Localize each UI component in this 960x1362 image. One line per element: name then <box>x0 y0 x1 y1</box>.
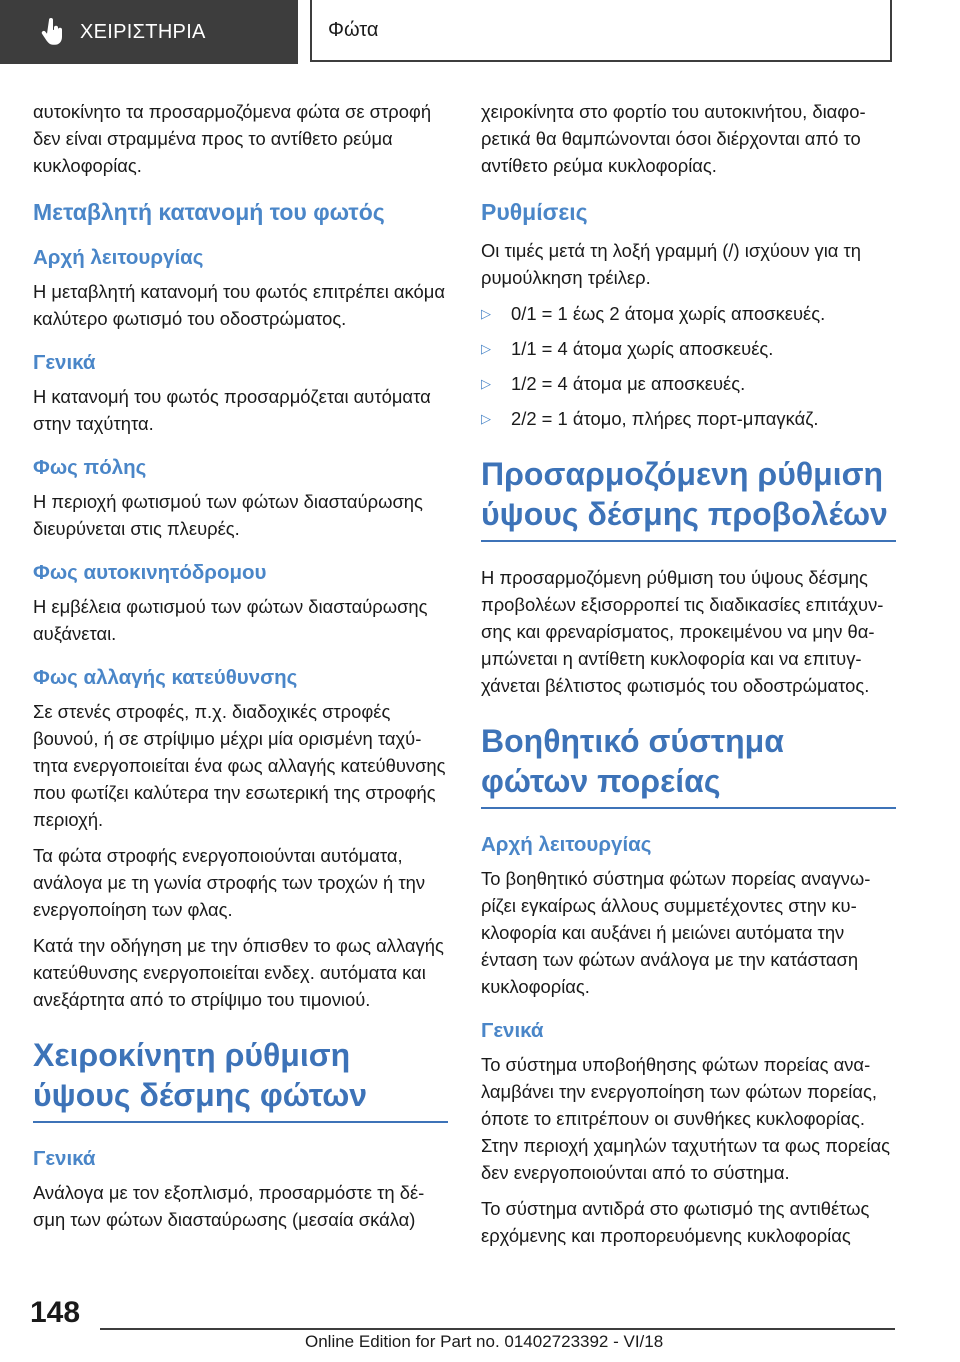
list-item: ▷ 2/2 = 1 άτομο, πλήρες πορτ-μπαγκάζ. <box>481 405 896 432</box>
hand-pointer-icon <box>40 18 66 46</box>
paragraph: Η κατανομή του φωτός προσαρμόζεται αυτόματα στην ταχύτητα. <box>33 386 431 434</box>
heading-settings: Ρυθμίσεις <box>481 199 588 225</box>
section-title: Φώτα <box>328 18 379 41</box>
heading-high-beam-assistant: Βοηθητικό σύστημα φώτων πορείας <box>481 721 896 809</box>
paragraph: Το σύστημα αντιδρά στο φωτισμό της αντιθέτως ερχόμενης και προπορευόμενης κυκλοφορίας <box>481 1198 870 1246</box>
list-item: ▷ 1/1 = 4 άτομα χωρίς αποσκευές. <box>481 335 896 362</box>
triangle-bullet-icon: ▷ <box>481 341 491 356</box>
triangle-bullet-icon: ▷ <box>481 411 491 426</box>
section-header <box>310 0 892 62</box>
paragraph: Ανάλογα με τον εξοπλισμό, προσαρμόστε τη δέσμη των φώτων διασταύρωσης (μεσαία σκάλα) <box>33 1182 425 1230</box>
page-number: 148 <box>30 1296 81 1329</box>
paragraph: Η μεταβλητή κατανομή του φωτός επιτρέπει ακόμα καλύτερο φωτισμό του οδοστρώματος. <box>33 281 445 329</box>
paragraph: Τα φώτα στροφής ενεργοποιούνται αυτόματα, ανάλογα με τη γωνία στροφής των τροχών ή την ενεργοποίηση των φλας. <box>33 845 426 920</box>
heading-manual-headlight-range: Χειροκίνητη ρύθμιση ύψους δέσμης φώτων <box>33 1035 448 1123</box>
paragraph: χειροκίνητα στο φορτίο του αυτοκινήτου, διαφορετικά θα θαμπώνονται όσοι διέρχονται από το αντίθετο ρεύμα κυκλοφορίας. <box>481 101 866 176</box>
chapter-title: ΧΕΙΡΙΣΤΗΡΙΑ <box>80 20 206 43</box>
paragraph: Το σύστημα υποβοήθησης φώτων πορείας αναλαμβάνει την ενεργοποίηση των φώτων πορείας, όποτε το επιτρέπουν οι συνθήκες κυκλοφορίας. Στην περιοχή χαμηλών ταχυτήτων τα φως πορείας δεν ενεργοποιούνται από το σύστημα. <box>481 1054 891 1183</box>
footer-edition: Online Edition for Part no. 01402723392 - VI/18 <box>305 1332 664 1351</box>
heading-general: Γενικά <box>481 1019 544 1042</box>
right-column <box>481 98 896 1258</box>
paragraph: Η προσαρμοζόμενη ρύθμιση του ύψους δέσμης προβολέων εξισορροπεί τις διαδικασίες επιτάχυνσης και φρεναρίσματος, προκειμένου να μην θαμπώνεται η αντίθετη κυκλοφορία και να επιτυγχάνεται βέλτιστος φωτισμός του οδοστρώματος. <box>481 567 884 696</box>
heading-highway-light: Φως αυτοκινητόδρομου <box>33 561 267 584</box>
triangle-bullet-icon: ▷ <box>481 376 491 391</box>
paragraph: Η περιοχή φωτισμού των φώτων διασταύρωσης διευρύνεται στις πλευρές. <box>33 491 423 539</box>
heading-general: Γενικά <box>33 351 96 374</box>
paragraph: Το βοηθητικό σύστημα φώτων πορείας αναγνωρίζει εγκαίρως άλλους συμμετέχοντες στην κυκλοφορία και αυξάνει ή μειώνει αυτόματα την ένταση των φώτων ανάλογα με την κατάσταση κυκλοφορίας. <box>481 868 871 997</box>
heading-general: Γενικά <box>33 1147 96 1170</box>
heading-principle: Αρχή λειτουργίας <box>33 246 204 269</box>
heading-principle: Αρχή λειτουργίας <box>481 833 652 856</box>
list-item: ▷ 1/2 = 4 άτομα με αποσκευές. <box>481 370 896 397</box>
triangle-bullet-icon: ▷ <box>481 306 491 321</box>
paragraph: αυτοκίνητο τα προσαρμοζόμενα φώτα σε στροφή δεν είναι στραμμένα προς το αντίθετο ρεύμα κυκλοφορίας. <box>33 101 432 176</box>
paragraph: Κατά την οδήγηση με την όπισθεν το φως αλλαγής κατεύθυνσης ενεργοποιείται ενδεχ. αυτόματα και ανεξάρτητα από το στρίψιμο του τιμονιού. <box>33 935 444 1010</box>
heading-variable-light: Μεταβλητή κατανομή του φωτός <box>33 199 385 225</box>
list-item: ▷ 0/1 = 1 έως 2 άτομα χωρίς αποσκευές. <box>481 300 896 327</box>
footer-divider <box>100 1328 895 1330</box>
paragraph: Η εμβέλεια φωτισμού των φώτων διασταύρωσης αυξάνεται. <box>33 596 428 644</box>
heading-adaptive-headlight-range: Προσαρμοζόμενη ρύθμιση ύψους δέσμης προβολέων <box>481 454 896 542</box>
paragraph: Οι τιμές μετά τη λοξή γραμμή (/) ισχύουν για τη ρυμούλκηση τρέιλερ. <box>481 240 862 288</box>
left-column <box>33 98 448 1242</box>
paragraph: Σε στενές στροφές, π.χ. διαδοχικές στροφές βουνού, ή σε στρίψιμο μέχρι μία ορισμένη ταχύτητα ενεργοποιείται ένα φως αλλαγής κατεύθυνσης που φωτίζει καλύτερα την εσωτερική της στροφής περιοχή. <box>33 701 446 830</box>
heading-turning-light: Φως αλλαγής κατεύθυνσης <box>33 666 298 689</box>
chapter-tab[interactable] <box>0 0 298 64</box>
heading-city-light: Φως πόλης <box>33 456 147 479</box>
